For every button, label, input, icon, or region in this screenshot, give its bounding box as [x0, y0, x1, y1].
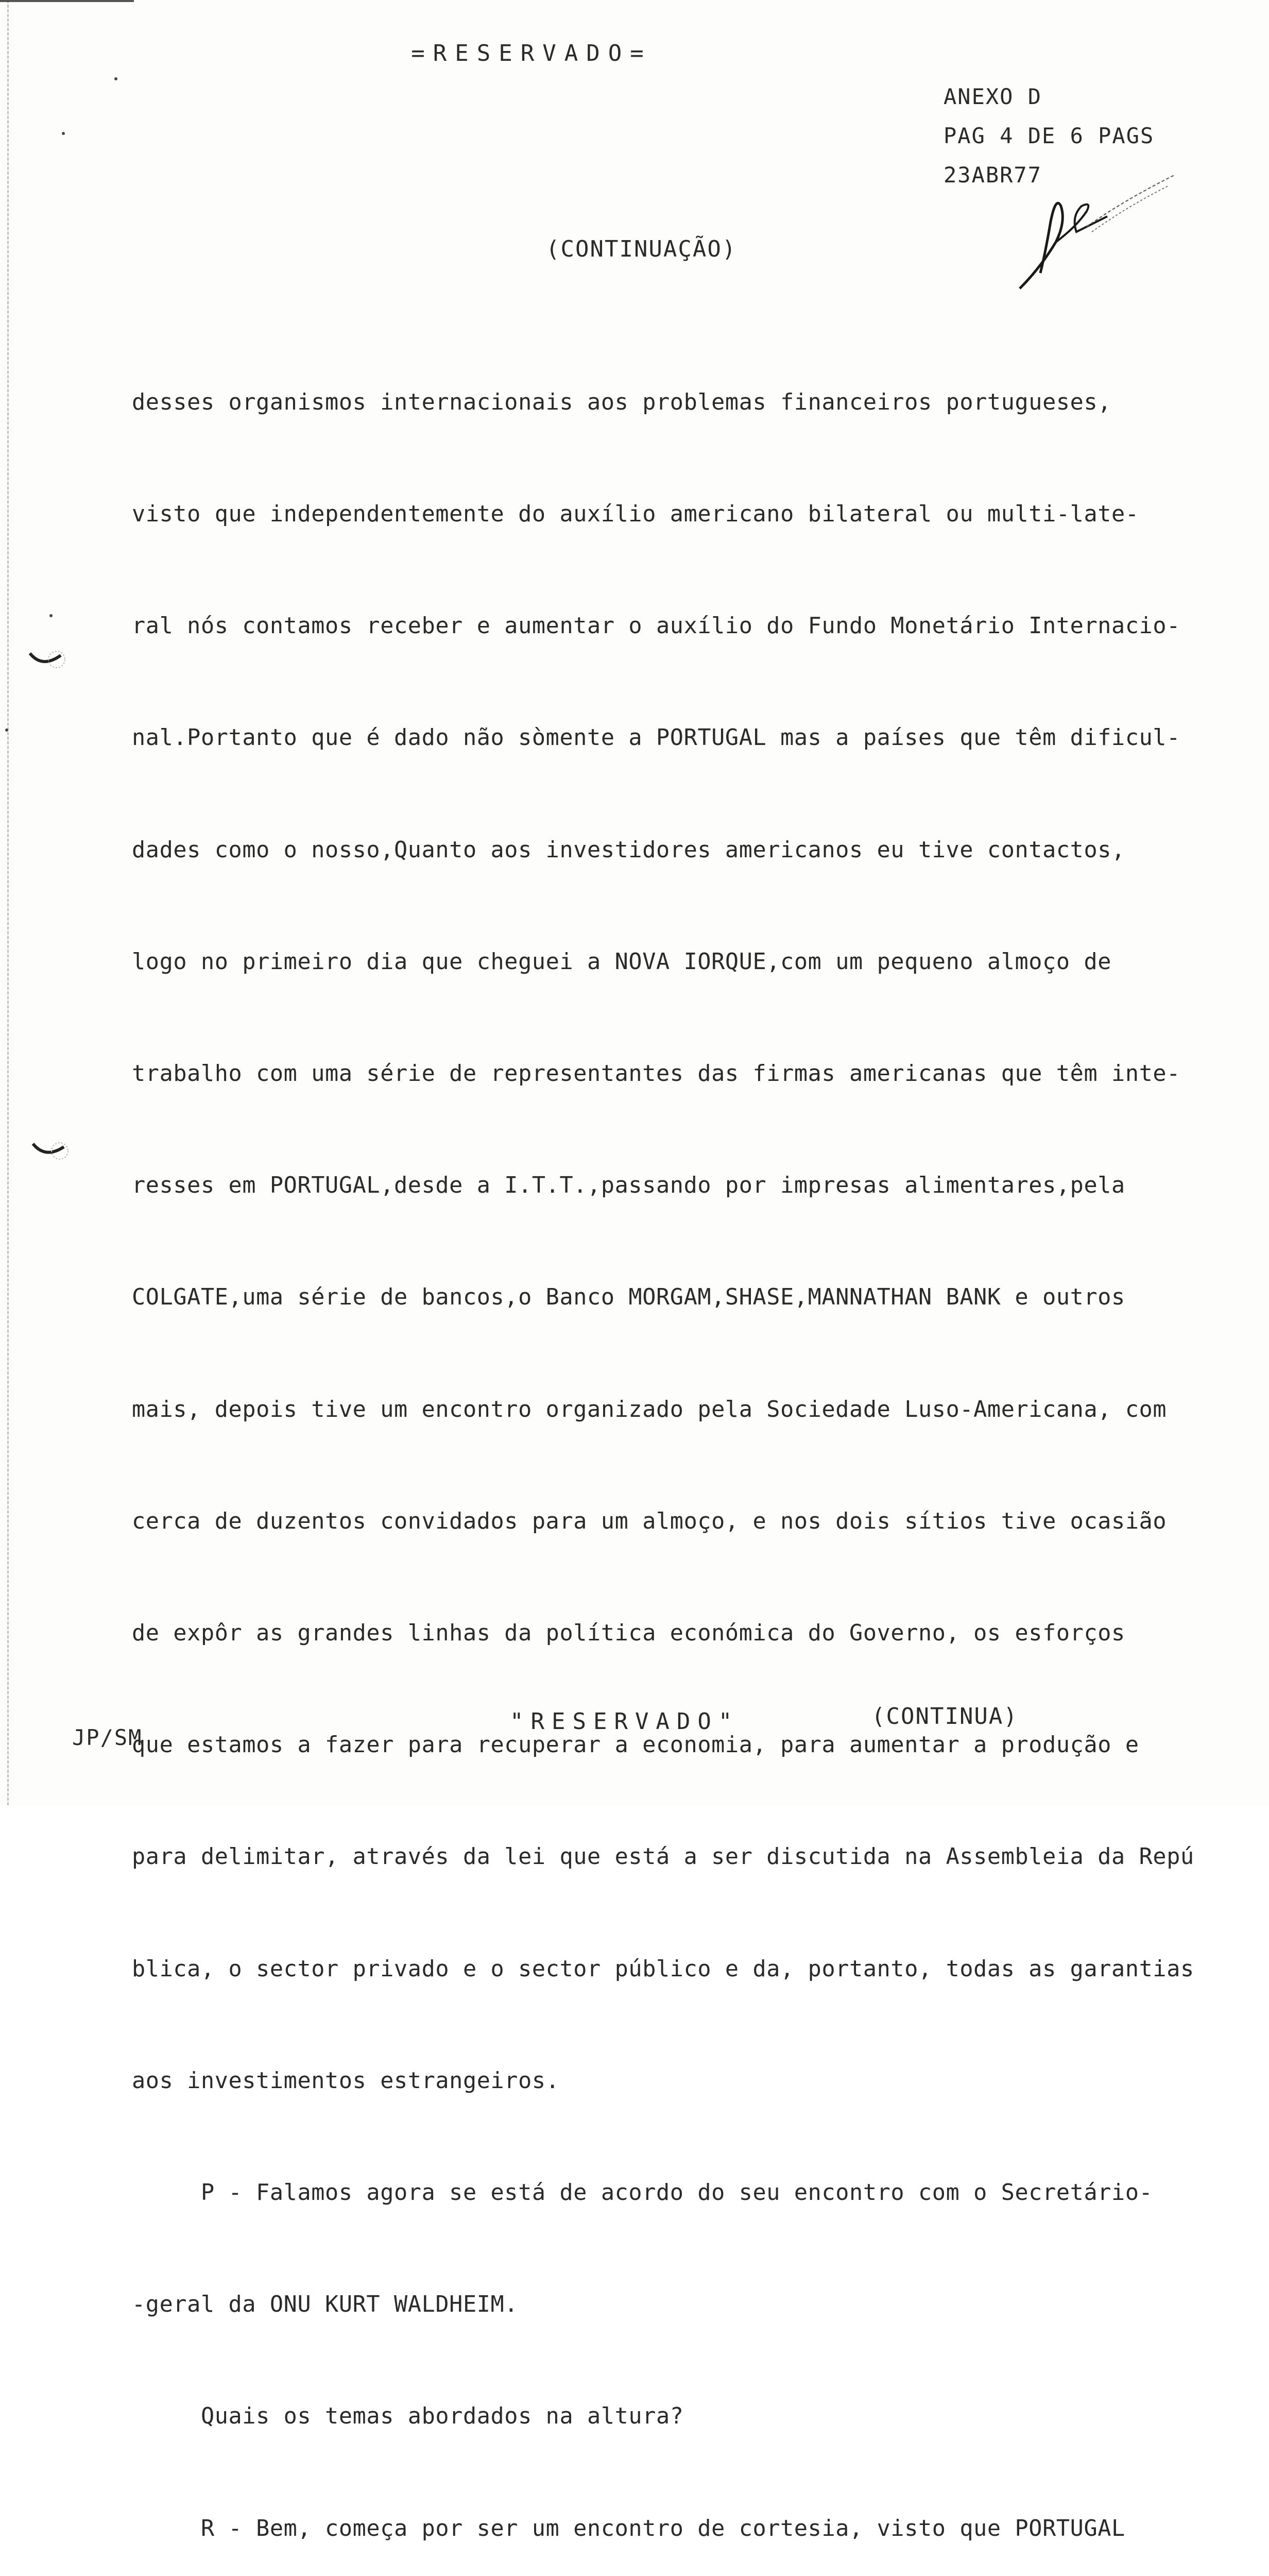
classification-footer: "RESERVADO" — [510, 1708, 740, 1735]
body-line: desses organismos internacionais aos problemas financeiros portugueses, — [132, 389, 1112, 415]
body-line: Quais os temas abordados na altura? — [132, 2403, 684, 2430]
classification-header: =RESERVADO= — [411, 40, 652, 66]
document-date: 23ABR77 — [944, 162, 1042, 188]
scan-speck — [5, 728, 8, 732]
continuation-heading: (CONTINUAÇÃO) — [546, 236, 737, 262]
body-line: ral nós contamos receber e aumentar o auxílio do Fundo Monetário Internacio- — [132, 613, 1180, 639]
body-line: de expôr as grandes linhas da política económica do Governo, os esforços — [132, 1620, 1125, 1647]
body-line: logo no primeiro dia que cheguei a NOVA IORQUE,com um pequeno almoço de — [132, 948, 1112, 975]
body-line: que estamos a fazer para recuperar a economia, para aumentar a produção e — [132, 1732, 1139, 1758]
scan-speck — [114, 77, 117, 80]
body-line: R - Bem, começa por ser um encontro de cortesia, visto que PORTUGAL — [132, 2515, 1125, 2541]
continues-marker: (CONTINUA) — [871, 1703, 1018, 1730]
body-line: aos investimentos estrangeiros. — [132, 2067, 560, 2094]
body-line: visto que independentemente do auxílio americano bilateral ou multi-late- — [132, 501, 1139, 528]
body-line: trabalho com uma série de representantes das firmas americanas que têm inte- — [132, 1061, 1180, 1087]
scan-speck — [62, 132, 65, 135]
punch-hole-mark — [30, 1137, 71, 1167]
handwritten-signature — [1009, 165, 1185, 299]
body-line: dades como o nosso,Quanto aos investidores americanos eu tive contactos, — [132, 837, 1125, 863]
page-indicator: PAG 4 DE 6 PAGS — [944, 123, 1155, 148]
scan-left-edge — [0, 0, 9, 1805]
body-line: para delimitar, através da lei que está a ser discutida na Assembleia da Repú — [132, 1844, 1194, 1870]
typist-initials: JP/SM — [72, 1725, 143, 1750]
body-line: -geral da ONU KURT WALDHEIM. — [132, 2292, 519, 2318]
body-line: mais, depois tive um encontro organizado pela Sociedade Luso-Americana, com — [132, 1396, 1167, 1422]
document-body — [132, 309, 1219, 2576]
body-line: resses em PORTUGAL,desde a I.T.T.,passando por impresas alimentares,pela — [132, 1173, 1125, 1199]
annex-label: ANEXO D — [944, 84, 1042, 109]
body-line: nal.Portanto que é dado não sòmente a PORTUGAL mas a países que têm dificul- — [132, 725, 1180, 751]
body-line: P - Falamos agora se está de acordo do seu encontro com o Secretário- — [132, 2180, 1153, 2206]
punch-hole-mark — [27, 644, 68, 675]
scan-speck — [49, 614, 53, 617]
body-line: blica, o sector privado e o sector público e da, portanto, todas as garantias — [132, 1956, 1194, 1982]
body-line: cerca de duzentos convidados para um almoço, e nos dois sítios tive ocasião — [132, 1508, 1167, 1534]
scan-top-edge — [0, 0, 134, 2]
body-line: COLGATE,uma série de bancos,o Banco MORGAM,SHASE,MANNATHAN BANK e outros — [132, 1284, 1125, 1311]
